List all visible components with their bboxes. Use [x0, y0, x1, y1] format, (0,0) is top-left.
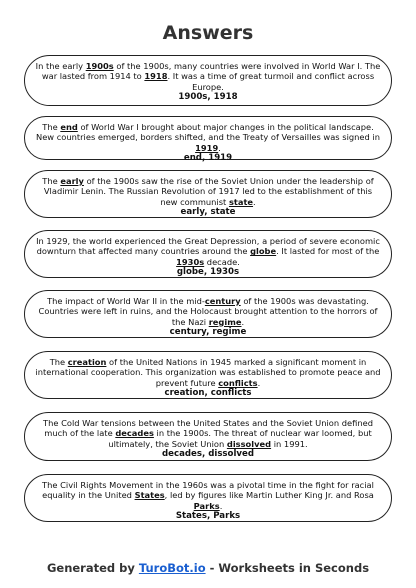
- page-title: Answers: [162, 22, 254, 44]
- text-segment: The: [42, 176, 61, 186]
- answer-card: [24, 290, 392, 338]
- card-text: [39, 296, 378, 327]
- text-segment: The impact of World War II in the mid-: [47, 296, 205, 306]
- text-segment: in the 1900s. The threat of nuclear war loomed, but ultimately, the Soviet Union: [108, 428, 372, 449]
- answer-key: end, 1919: [183, 153, 233, 164]
- answer-key: 1900s, 1918: [178, 92, 238, 103]
- turobot-link[interactable]: TuroBot.io: [138, 561, 206, 575]
- answer-card: [24, 170, 392, 218]
- blank-word: 1930s: [176, 256, 205, 267]
- text-segment: In the early: [35, 61, 86, 71]
- text-segment: .: [241, 316, 245, 327]
- text-segment: .: [218, 142, 221, 153]
- answer-key: decades, dissolved: [162, 449, 254, 460]
- text-segment: The: [49, 357, 68, 367]
- answer-card: [24, 412, 392, 461]
- text-segment: of World War I brought about major changes in the political landscape. New countries emerged, borders shifted, and the Treaty of Versailles was signed in: [36, 122, 380, 143]
- card-text: [42, 480, 374, 511]
- footer-suffix: - Worksheets in Seconds: [205, 561, 370, 575]
- answer-card: [24, 116, 392, 164]
- card-text: [36, 122, 380, 153]
- blank-word: conflicts: [218, 377, 258, 388]
- answer-card: [24, 230, 392, 278]
- text-segment: . It was a time of great turmoil and conflict across Europe.: [167, 71, 375, 92]
- blank-word: Parks: [193, 500, 220, 511]
- text-segment: . It lasted for most of the: [276, 246, 380, 257]
- text-segment: .: [253, 196, 256, 207]
- card-text: [43, 418, 373, 449]
- answer-key: creation, conflicts: [164, 388, 252, 399]
- text-segment: .: [257, 377, 261, 388]
- blank-word: globe: [250, 246, 277, 257]
- text-segment: of the 1900s was devastating. Countries were left in ruins, and the Holocaust brought attention to the horrors of the Nazi: [38, 296, 378, 327]
- answer-card: [24, 55, 392, 106]
- text-segment: of the United Nations in 1945 marked a significant moment in international cooperation. This organization was established to promote peace and prevent future: [35, 357, 381, 388]
- text-segment: decade.: [204, 256, 240, 267]
- blank-word: decades: [115, 428, 154, 439]
- text-segment: in 1991.: [271, 438, 308, 449]
- card-text: [35, 357, 380, 388]
- answer-key: States, Parks: [175, 511, 241, 522]
- text-segment: The Cold War tensions between the United States and the Soviet Union defined much of the late: [43, 418, 373, 439]
- blank-word: early: [60, 176, 84, 186]
- blank-word: state: [228, 196, 254, 207]
- blank-word: regime: [208, 316, 242, 327]
- card-text: [42, 176, 373, 207]
- text-segment: .: [219, 500, 223, 511]
- footer-prefix: Generated by: [46, 561, 139, 575]
- footer: [0, 561, 416, 575]
- answer-key: early, state: [180, 207, 236, 218]
- text-segment: The: [42, 122, 61, 132]
- blank-word: creation: [67, 357, 107, 367]
- blank-word: end: [60, 122, 78, 132]
- blank-word: States: [134, 490, 165, 501]
- blank-word: dissolved: [226, 438, 272, 449]
- blank-word: 1918: [144, 71, 168, 82]
- answer-key: century, regime: [169, 327, 247, 338]
- text-segment: , led by figures like Martin Luther King Jr. and Rosa: [164, 490, 374, 501]
- blank-word: 1900s: [85, 61, 114, 71]
- answer-card: [24, 351, 392, 399]
- card-text: [36, 61, 381, 92]
- blank-word: 1919: [195, 142, 219, 153]
- blank-word: century: [204, 296, 241, 306]
- answer-key: globe, 1930s: [176, 267, 240, 278]
- text-segment: of the 1900s, many countries were involved in World War I. The war lasted from 1914 to: [41, 61, 381, 82]
- answer-card: [24, 474, 392, 522]
- text-segment: of the 1900s saw the rise of the Soviet Union under the leadership of Vladimir Lenin. The Russian Revolution of 1917 led to the establishment of this new communist: [43, 176, 374, 207]
- text-segment: In 1929, the world experienced the Great Depression, a period of severe economic downturn that affected many countries around the: [36, 236, 380, 257]
- text-segment: The Civil Rights Movement in the 1960s was a pivotal time in the fight for racial equality in the United: [42, 480, 374, 501]
- card-text: [36, 236, 380, 267]
